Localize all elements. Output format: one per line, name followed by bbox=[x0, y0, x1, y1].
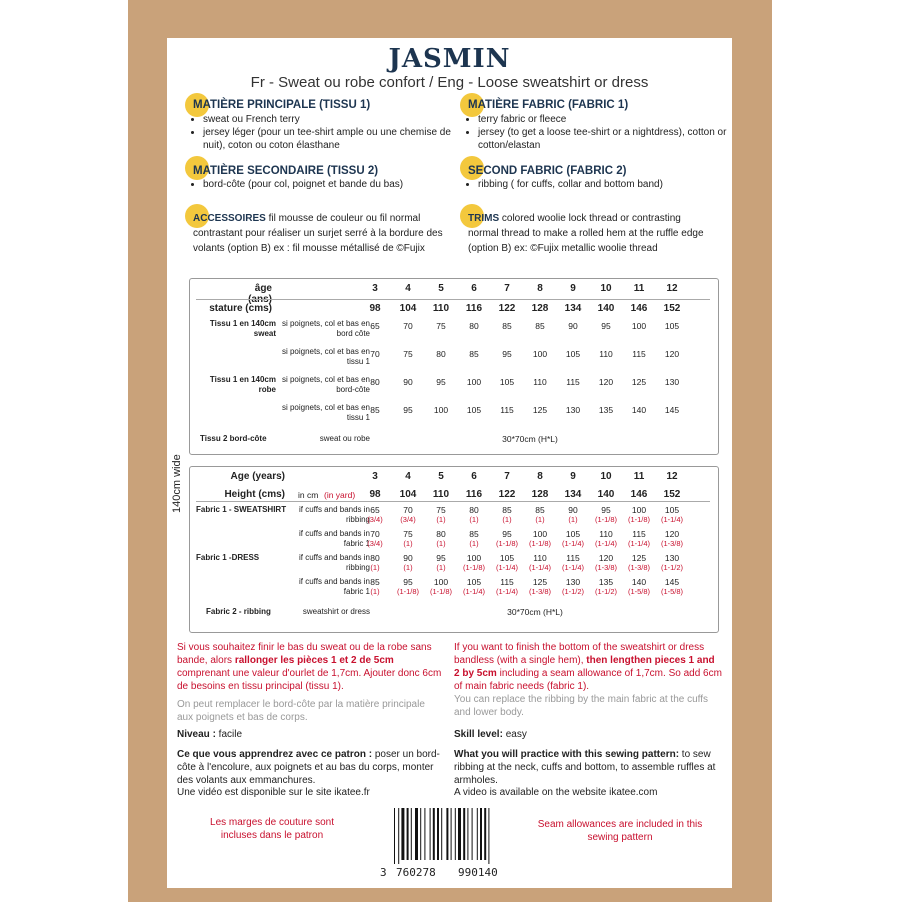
en-hem-note-b: then lengthen pieces 1 and 2 by 5cm bbox=[454, 655, 715, 679]
en-hem-note-a: If you want to finish the bottom of the sweatshirt or dress bandless (with a single hem), bbox=[454, 642, 705, 666]
height-cell: 134 bbox=[564, 303, 582, 314]
fr-level-label: Niveau : bbox=[177, 729, 216, 740]
fr-main-fabric-list bbox=[187, 113, 458, 152]
en-second-fabric-list bbox=[462, 178, 728, 191]
table-cell: 75 bbox=[436, 321, 446, 331]
table-cell: 80 bbox=[370, 553, 380, 563]
table-cell: 120 bbox=[598, 553, 614, 563]
pattern-title: JASMIN bbox=[388, 44, 511, 74]
table-cell: 95 bbox=[436, 377, 446, 387]
ribbing-value: 30*70cm (H*L) bbox=[502, 434, 558, 444]
height-header: stature (cms) bbox=[209, 303, 272, 314]
table-cell: 85 bbox=[535, 321, 545, 331]
list-item: • terry fabric or fleece bbox=[478, 113, 728, 126]
table-cell: 90 bbox=[403, 377, 413, 387]
barcode-bar bbox=[455, 808, 456, 860]
age-cell: 8 bbox=[537, 283, 543, 294]
fr-video: Une vidéo est disponible sur le site ikatee.fr bbox=[177, 787, 370, 798]
yard-cell: (1-1/8) bbox=[594, 515, 618, 524]
height-cell: 122 bbox=[498, 489, 516, 500]
table-cell: 110 bbox=[599, 349, 613, 359]
pattern-sheet bbox=[167, 38, 732, 888]
en-trims bbox=[468, 211, 713, 256]
ribbing-label: Tissu 2 bord-côte bbox=[200, 434, 267, 443]
fr-second-fabric-list bbox=[187, 178, 458, 191]
table-cell: 130 bbox=[565, 405, 581, 415]
table-cell: 95 bbox=[403, 577, 413, 587]
table-cell: 105 bbox=[565, 349, 581, 359]
age-cell: 5 bbox=[438, 471, 444, 482]
fr-level-value: facile bbox=[215, 729, 243, 740]
en-learn bbox=[454, 748, 722, 787]
table-cell: 70 bbox=[403, 321, 413, 331]
table-cell: 110 bbox=[533, 553, 547, 563]
yard-cell: (1-1/8) bbox=[495, 539, 519, 548]
age-cell: 3 bbox=[372, 471, 378, 482]
table-cell: 75 bbox=[403, 529, 413, 539]
table-cell: 75 bbox=[403, 349, 413, 359]
age-header: âge (ans) bbox=[248, 283, 272, 305]
en-hem-note bbox=[454, 641, 722, 693]
en-level-value: easy bbox=[502, 729, 527, 740]
yard-cell: (1-1/4) bbox=[594, 539, 618, 548]
table-cell: 130 bbox=[664, 553, 680, 563]
age-cell: 10 bbox=[600, 471, 612, 482]
barcode-bar bbox=[451, 808, 452, 860]
fr-learn-label: Ce que vous apprendrez avec ce patron : bbox=[177, 749, 373, 760]
height-cell: 128 bbox=[531, 303, 549, 314]
fabric-width-label: 140cm wide bbox=[171, 454, 183, 513]
height-header: Height (cms) bbox=[224, 489, 285, 500]
yard-cell: (1-3/8) bbox=[528, 587, 552, 596]
row-group-label: Fabric 1 - SWEATSHIRT bbox=[196, 505, 287, 514]
yard-cell: (1-5/8) bbox=[660, 587, 684, 596]
en-video: A video is available on the website ikatee.com bbox=[454, 787, 658, 798]
table-cell: 105 bbox=[466, 577, 482, 587]
row-group-label: Fabric 1 -DRESS bbox=[196, 553, 260, 562]
fr-hem-note-a: Si vous souhaitez finir le bas du sweat ou de la robe sans bande, alors bbox=[177, 642, 432, 666]
size-table-fr bbox=[189, 278, 719, 455]
table-cell: 65 bbox=[370, 505, 380, 515]
yard-cell: (1) bbox=[469, 539, 479, 548]
height-cell: 152 bbox=[663, 489, 681, 500]
table-cell: 85 bbox=[469, 529, 479, 539]
yard-cell: (3/4) bbox=[367, 539, 383, 548]
table-cell: 80 bbox=[469, 505, 479, 515]
table-cell: 120 bbox=[664, 349, 680, 359]
table-cell: 95 bbox=[502, 529, 512, 539]
yard-cell: (1) bbox=[403, 563, 413, 572]
table-cell: 140 bbox=[631, 405, 647, 415]
row-desc: if cuffs and bands in ribbing bbox=[298, 553, 370, 572]
yard-cell: (1-3/8) bbox=[594, 563, 618, 572]
height-cell: 104 bbox=[399, 489, 417, 500]
table-cell: 105 bbox=[565, 529, 581, 539]
table-cell: 115 bbox=[566, 553, 580, 563]
table-cell: 100 bbox=[532, 349, 548, 359]
fr-second-fabric-heading: MATIÈRE SECONDAIRE (TISSU 2) bbox=[193, 165, 379, 177]
height-cell: 116 bbox=[465, 303, 483, 314]
yard-cell: (1-1/2) bbox=[594, 587, 618, 596]
age-cell: 4 bbox=[405, 283, 411, 294]
table-cell: 95 bbox=[601, 505, 611, 515]
fr-hem-note bbox=[177, 641, 445, 693]
barcode-bar bbox=[398, 808, 399, 864]
barcode-bar bbox=[430, 808, 431, 860]
yard-cell: (1) bbox=[436, 563, 446, 572]
table-divider bbox=[196, 501, 710, 502]
table-cell: 90 bbox=[403, 553, 413, 563]
table-cell: 115 bbox=[632, 529, 646, 539]
row-group-label: Tissu 1 en 140cm robe bbox=[209, 375, 276, 394]
table-cell: 115 bbox=[500, 577, 514, 587]
en-second-fabric-heading: SECOND FABRIC (FABRIC 2) bbox=[468, 165, 627, 177]
height-cell: 152 bbox=[663, 303, 681, 314]
barcode-bar bbox=[401, 808, 404, 860]
list-item: • jersey (to get a loose tee-shirt or a nightdress), cotton or cotton/elastan bbox=[478, 126, 728, 152]
yard-cell: (1) bbox=[436, 539, 446, 548]
yard-cell: (1) bbox=[535, 515, 545, 524]
table-cell: 70 bbox=[370, 349, 380, 359]
age-cell: 6 bbox=[471, 283, 477, 294]
age-cell: 3 bbox=[372, 283, 378, 294]
age-cell: 7 bbox=[504, 471, 510, 482]
barcode-right: 990140 bbox=[458, 866, 498, 879]
fr-hem-note-b: rallonger les pièces 1 et 2 de 5cm bbox=[234, 655, 394, 666]
table-cell: 130 bbox=[664, 377, 680, 387]
table-cell: 120 bbox=[664, 529, 680, 539]
en-main-fabric-list bbox=[462, 113, 728, 152]
fr-main-fabric-heading: MATIÈRE PRINCIPALE (TISSU 1) bbox=[193, 99, 371, 111]
table-cell: 95 bbox=[601, 321, 611, 331]
yard-cell: (1-1/4) bbox=[462, 587, 486, 596]
age-cell: 9 bbox=[570, 283, 576, 294]
table-cell: 125 bbox=[631, 553, 647, 563]
yard-cell: (1-1/8) bbox=[396, 587, 420, 596]
yard-cell: (1) bbox=[502, 515, 512, 524]
fr-accessories bbox=[193, 211, 443, 256]
ribbing-label: Fabric 2 - ribbing bbox=[206, 607, 271, 616]
table-cell: 145 bbox=[664, 405, 680, 415]
barcode-bar bbox=[407, 808, 409, 860]
yard-cell: (1-1/8) bbox=[627, 515, 651, 524]
table-cell: 90 bbox=[568, 505, 578, 515]
en-seam-note: Seam allowances are included in this sewing pattern bbox=[537, 819, 703, 843]
height-cell: 110 bbox=[432, 489, 450, 500]
barcode-bar bbox=[472, 808, 473, 860]
table-cell: 100 bbox=[631, 321, 647, 331]
table-cell: 70 bbox=[403, 505, 413, 515]
age-cell: 12 bbox=[666, 471, 678, 482]
table-cell: 100 bbox=[433, 577, 449, 587]
yard-cell: (1-1/4) bbox=[561, 539, 585, 548]
barcode-bar bbox=[420, 808, 421, 860]
table-cell: 100 bbox=[631, 505, 647, 515]
barcode-bar bbox=[424, 808, 425, 860]
height-cell: 146 bbox=[630, 303, 648, 314]
yard-cell: (1-1/4) bbox=[660, 515, 684, 524]
list-item: • bord-côte (pour col, poignet et bande du bas) bbox=[203, 178, 458, 191]
table-cell: 70 bbox=[370, 529, 380, 539]
table-cell: 110 bbox=[599, 529, 613, 539]
en-hem-note-c: including a seam allowance of 1,7cm. So add 6cm of main fabric needs (fabric 1). bbox=[454, 668, 722, 692]
table-cell: 115 bbox=[566, 377, 580, 387]
barcode-bars bbox=[380, 808, 520, 864]
table-cell: 80 bbox=[469, 321, 479, 331]
yard-cell: (1) bbox=[436, 515, 446, 524]
row-group-label: Tissu 1 en 140cm sweat bbox=[209, 319, 276, 338]
table-cell: 75 bbox=[436, 505, 446, 515]
barcode-bar bbox=[480, 808, 482, 860]
age-cell: 5 bbox=[438, 283, 444, 294]
fr-accessories-heading: ACCESSOIRES bbox=[193, 213, 266, 224]
height-cell: 116 bbox=[465, 489, 483, 500]
barcode-bar bbox=[463, 808, 465, 860]
fr-table-grid bbox=[190, 279, 718, 454]
barcode-bar bbox=[441, 808, 442, 860]
age-cell: 4 bbox=[405, 471, 411, 482]
table-cell: 95 bbox=[502, 349, 512, 359]
age-cell: 7 bbox=[504, 283, 510, 294]
yard-cell: (1-1/4) bbox=[627, 539, 651, 548]
table-cell: 125 bbox=[532, 577, 548, 587]
row-desc: si poignets, col et bas en bord-côte bbox=[281, 375, 370, 394]
yard-cell: (1-5/8) bbox=[627, 587, 651, 596]
unit-label-alt: (in yard) bbox=[324, 490, 356, 500]
height-cell: 122 bbox=[498, 303, 516, 314]
row-desc: if cuffs and bands in fabric 1 bbox=[298, 577, 370, 596]
table-divider bbox=[196, 299, 710, 300]
en-level bbox=[454, 728, 527, 741]
en-learn-text: to sew ribbing at the neck, cuffs and bottom, to assemble ruffles at armholes. bbox=[454, 749, 716, 786]
table-cell: 130 bbox=[565, 577, 581, 587]
table-cell: 90 bbox=[568, 321, 578, 331]
age-header: Age (years) bbox=[230, 471, 285, 482]
yard-cell: (1-1/4) bbox=[495, 563, 519, 572]
table-cell: 80 bbox=[436, 349, 446, 359]
barcode-bar bbox=[415, 808, 418, 860]
ribbing-desc: sweat ou robe bbox=[319, 434, 370, 443]
yard-cell: (1-1/8) bbox=[429, 587, 453, 596]
yard-cell: (1-1/8) bbox=[528, 539, 552, 548]
barcode-bar bbox=[411, 808, 412, 860]
row-desc: si poignets, col et bas en tissu 1 bbox=[281, 403, 370, 422]
table-cell: 145 bbox=[664, 577, 680, 587]
height-cell: 110 bbox=[432, 303, 450, 314]
row-desc: if cuffs and bands in ribbing bbox=[298, 505, 370, 524]
fr-replace-note: On peut remplacer le bord-côte par la matière principale aux poignets et bas de corps. bbox=[177, 699, 425, 723]
row-desc: si poignets, col et bas en bord côte bbox=[281, 319, 370, 338]
barcode-bar bbox=[484, 808, 486, 860]
height-cell: 134 bbox=[564, 489, 582, 500]
barcode-bar bbox=[467, 808, 468, 860]
age-cell: 9 bbox=[570, 471, 576, 482]
barcode-lead: 3 bbox=[380, 866, 387, 879]
table-cell: 80 bbox=[436, 529, 446, 539]
table-cell: 105 bbox=[466, 405, 482, 415]
yard-cell: (1) bbox=[403, 539, 413, 548]
table-cell: 85 bbox=[370, 577, 380, 587]
table-cell: 105 bbox=[664, 321, 680, 331]
en-main-fabric-heading: MATIÈRE FABRIC (FABRIC 1) bbox=[468, 99, 629, 111]
table-cell: 85 bbox=[535, 505, 545, 515]
fr-accessories-text: fil mousse de couleur ou fil normal contrastant pour réaliser un surjet serré à la bordure des volants (option B) ex : fil mousse métallisé de ©Fujix bbox=[193, 213, 443, 254]
yard-cell: (1-3/8) bbox=[627, 563, 651, 572]
en-replace-note: You can replace the ribbing by the main fabric at the cuffs and lower body. bbox=[454, 694, 709, 718]
barcode-bar bbox=[488, 808, 489, 864]
height-cell: 140 bbox=[597, 489, 615, 500]
table-cell: 120 bbox=[598, 377, 614, 387]
table-cell: 100 bbox=[466, 377, 482, 387]
barcode-bar bbox=[477, 808, 478, 860]
table-cell: 85 bbox=[502, 505, 512, 515]
table-cell: 125 bbox=[631, 377, 647, 387]
table-cell: 85 bbox=[469, 349, 479, 359]
list-item: • jersey léger (pour un tee-shirt ample ou une chemise de nuit), coton ou coton élasthane bbox=[203, 126, 458, 152]
row-desc: si poignets, col et bas en tissu 1 bbox=[281, 347, 370, 366]
yard-cell: (3/4) bbox=[367, 515, 383, 524]
yard-cell: (1-1/4) bbox=[561, 563, 585, 572]
table-cell: 100 bbox=[532, 529, 548, 539]
age-cell: 6 bbox=[471, 471, 477, 482]
age-cell: 10 bbox=[600, 283, 612, 294]
table-cell: 100 bbox=[433, 405, 449, 415]
age-cell: 11 bbox=[633, 283, 645, 294]
table-cell: 95 bbox=[403, 405, 413, 415]
table-cell: 85 bbox=[502, 321, 512, 331]
height-cell: 98 bbox=[369, 303, 381, 314]
table-cell: 135 bbox=[598, 577, 614, 587]
table-cell: 105 bbox=[499, 553, 515, 563]
table-cell: 115 bbox=[500, 405, 514, 415]
fr-learn bbox=[177, 748, 442, 787]
height-cell: 128 bbox=[531, 489, 549, 500]
table-cell: 125 bbox=[532, 405, 548, 415]
list-item: • sweat ou French terry bbox=[203, 113, 458, 126]
age-cell: 11 bbox=[633, 471, 645, 482]
table-cell: 105 bbox=[499, 377, 515, 387]
fr-level bbox=[177, 728, 242, 741]
yard-cell: (1) bbox=[370, 563, 380, 572]
height-cell: 146 bbox=[630, 489, 648, 500]
table-cell: 95 bbox=[436, 553, 446, 563]
age-cell: 8 bbox=[537, 471, 543, 482]
table-cell: 80 bbox=[370, 377, 380, 387]
yard-cell: (1) bbox=[370, 587, 380, 596]
list-item: • ribbing ( for cuffs, collar and bottom band) bbox=[478, 178, 728, 191]
yard-cell: (3/4) bbox=[400, 515, 416, 524]
table-cell: 135 bbox=[598, 405, 614, 415]
age-cell: 12 bbox=[666, 283, 678, 294]
table-cell: 100 bbox=[466, 553, 482, 563]
ribbing-value: 30*70cm (H*L) bbox=[507, 607, 563, 617]
en-learn-label: What you will practice with this sewing pattern: bbox=[454, 749, 680, 760]
barcode-bar bbox=[394, 808, 395, 864]
fr-hem-note-c: comprenant une valeur d'ourlet de 1,7cm. Ajouter donc 6cm de besoins en tissu principal (tissu 1). bbox=[177, 668, 442, 692]
yard-cell: (1-3/8) bbox=[660, 539, 684, 548]
height-cell: 140 bbox=[597, 303, 615, 314]
fr-learn-text: poser un bord-côte à l'encolure, aux poignets et au bas du corps, monter des volants aux emmanchures. bbox=[177, 749, 440, 786]
height-cell: 98 bbox=[369, 489, 381, 500]
yard-cell: (1) bbox=[568, 515, 578, 524]
table-cell: 115 bbox=[632, 349, 646, 359]
barcode bbox=[380, 808, 520, 878]
unit-label: in cm bbox=[298, 490, 319, 500]
table-cell: 85 bbox=[370, 405, 380, 415]
fr-seam-note: Les marges de couture sont incluses dans le patron bbox=[210, 817, 334, 841]
row-desc: if cuffs and bands in fabric 1 bbox=[298, 529, 370, 548]
en-table-grid bbox=[190, 467, 718, 632]
en-trims-heading: TRIMS bbox=[468, 213, 500, 224]
barcode-bar bbox=[437, 808, 439, 860]
table-cell: 140 bbox=[631, 577, 647, 587]
table-cell: 105 bbox=[664, 505, 680, 515]
barcode-left: 760278 bbox=[396, 866, 436, 879]
yard-cell: (1-1/4) bbox=[528, 563, 552, 572]
pattern-subtitle: Fr - Sweat ou robe confort / Eng - Loose sweatshirt or dress bbox=[250, 74, 649, 91]
table-cell: 65 bbox=[370, 321, 380, 331]
barcode-bar bbox=[433, 808, 435, 860]
yard-cell: (1-1/2) bbox=[660, 563, 684, 572]
en-trims-text: colored woolie lock thread or contrasting normal thread to make a rolled hem at the ruffle edge (option B) ex: ©Fujix metallic woolie thread bbox=[468, 213, 704, 254]
yard-cell: (1-1/2) bbox=[561, 587, 585, 596]
ribbing-desc: sweatshirt or dress bbox=[302, 607, 370, 616]
barcode-bar bbox=[446, 808, 448, 860]
barcode-bar bbox=[458, 808, 461, 860]
en-level-label: Skill level: bbox=[454, 729, 503, 740]
yard-cell: (1) bbox=[469, 515, 479, 524]
yard-cell: (1-1/8) bbox=[462, 563, 486, 572]
table-cell: 110 bbox=[533, 377, 547, 387]
yard-cell: (1-1/4) bbox=[495, 587, 519, 596]
size-table-en bbox=[189, 466, 719, 633]
height-cell: 104 bbox=[399, 303, 417, 314]
